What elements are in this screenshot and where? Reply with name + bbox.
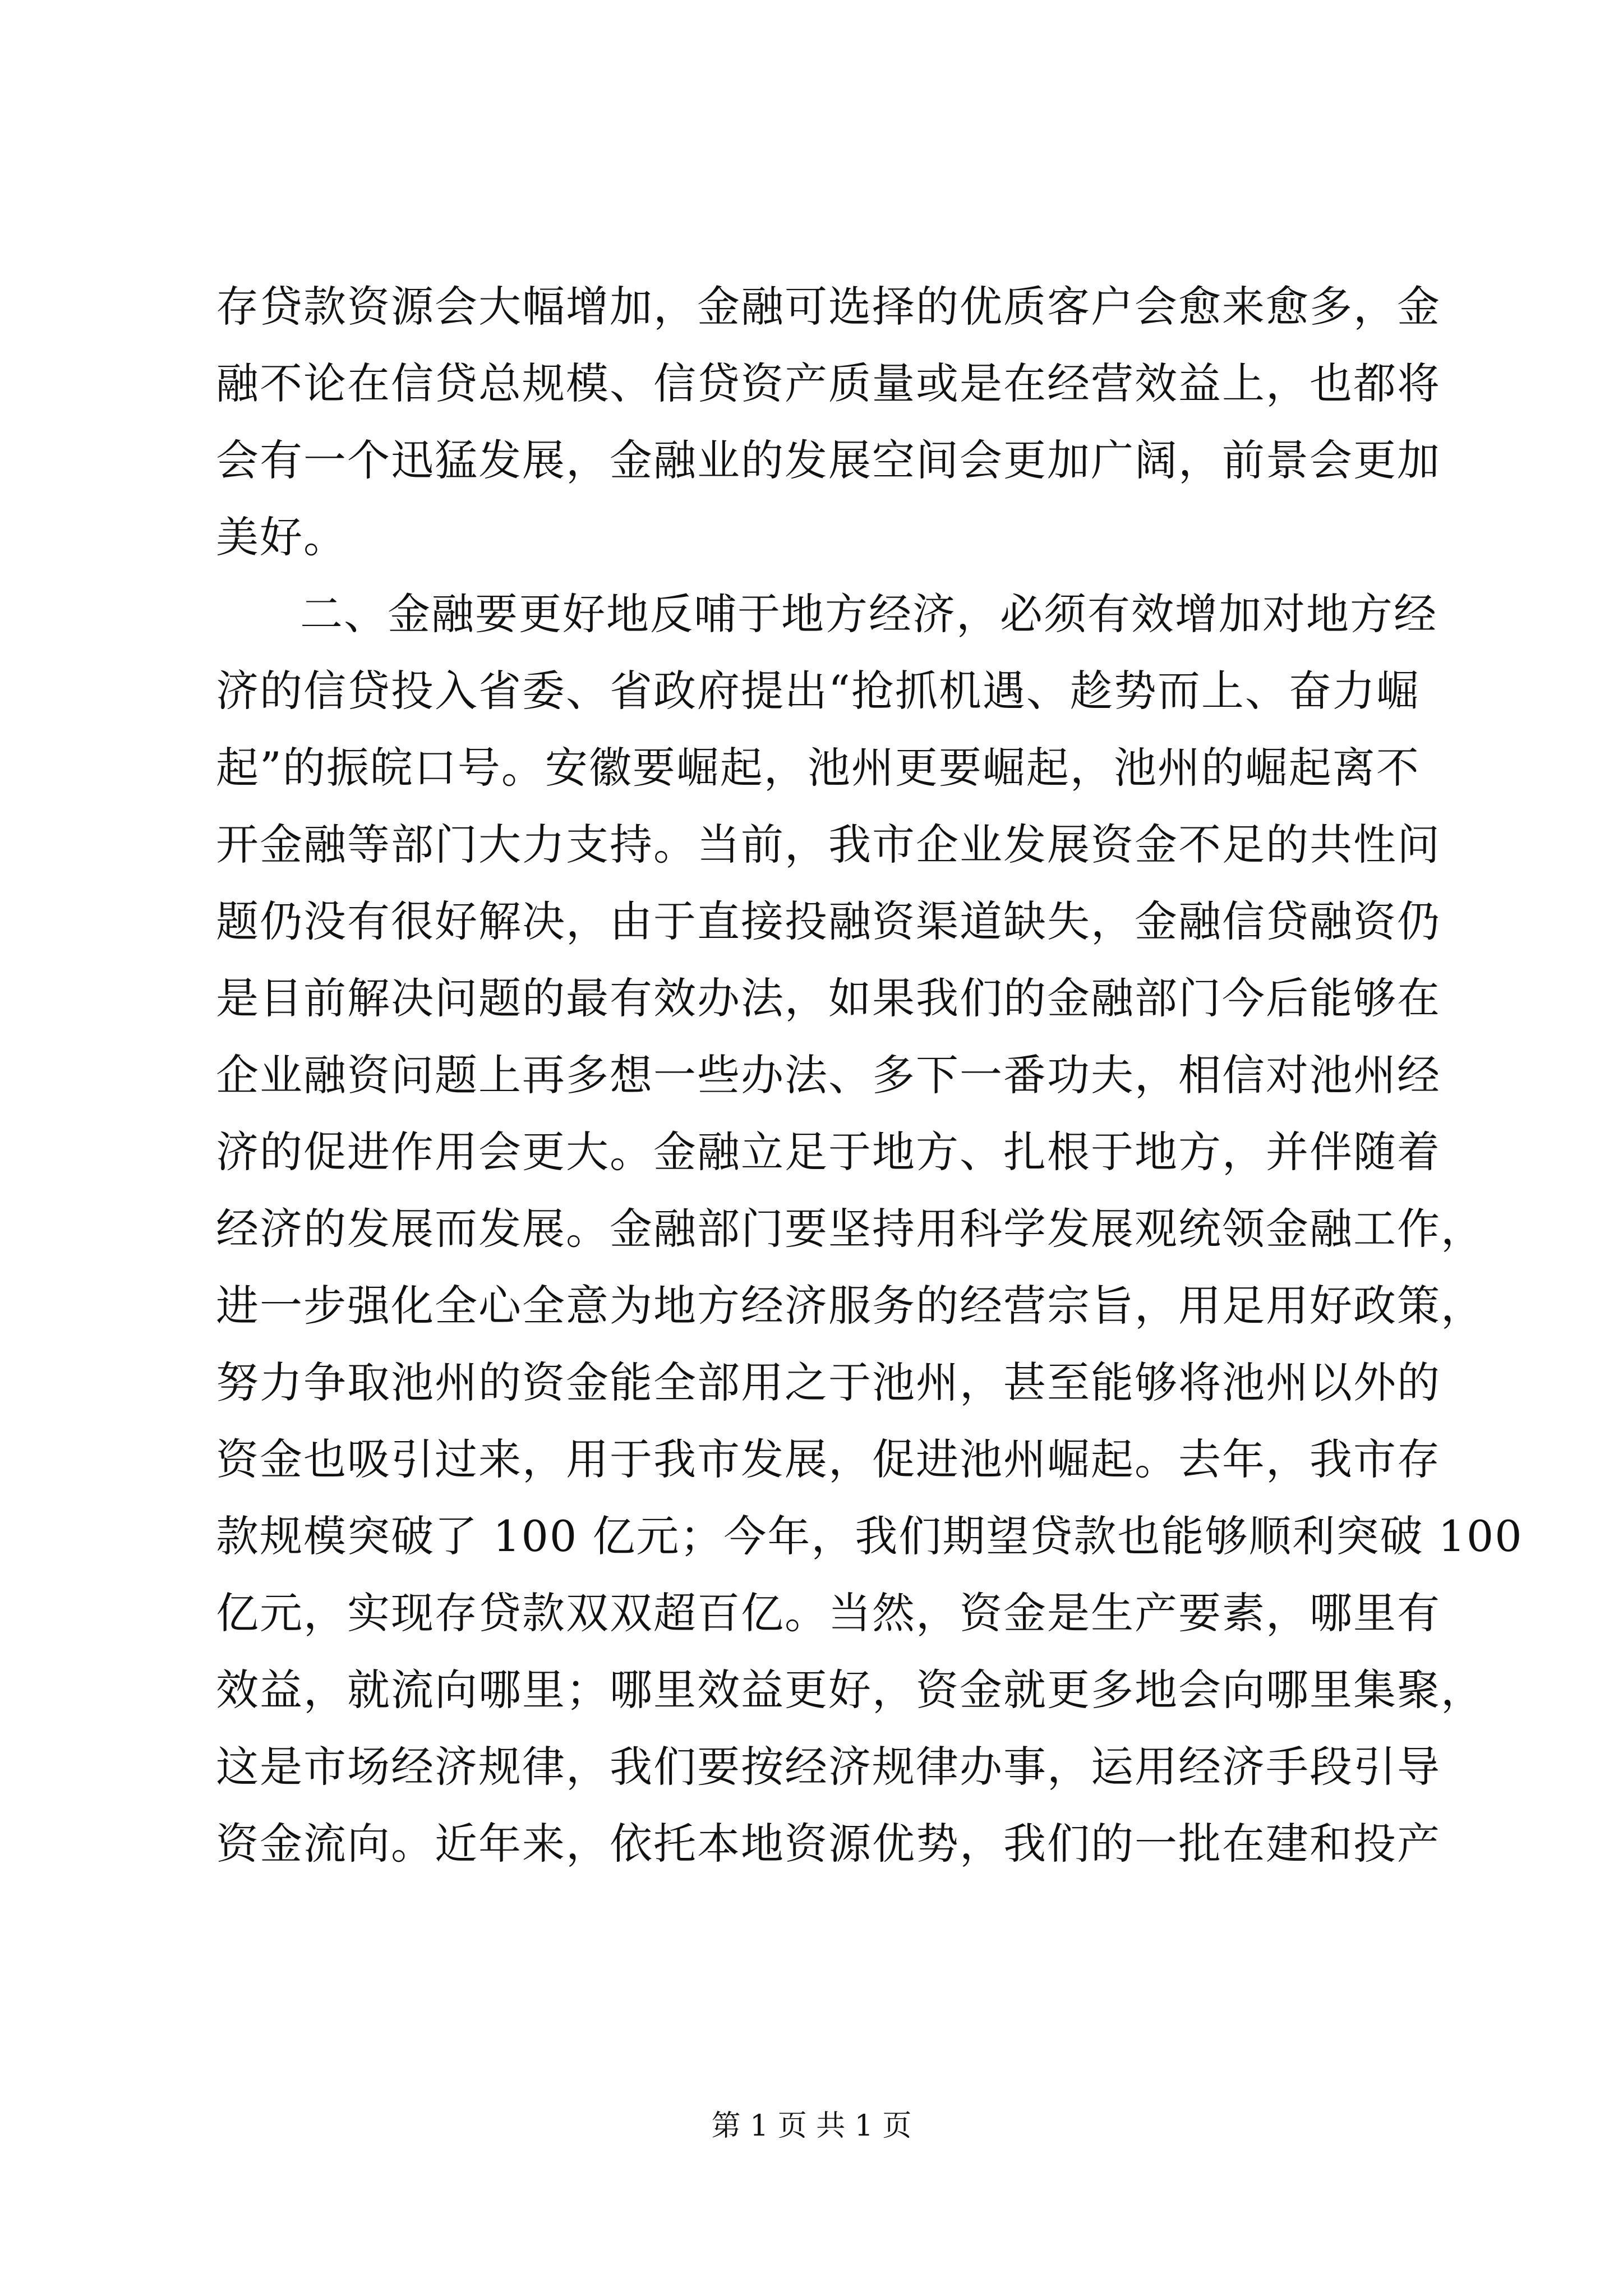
body-line: 效益，就流向哪里；哪里效益更好，资金就更多地会向哪里集聚，: [216, 1665, 1484, 1715]
body-line: 开金融等部门大力支持。当前，我市企业发展资金不足的共性问: [216, 820, 1441, 869]
page-number-label: 第 1 页 共 1 页: [711, 2109, 912, 2143]
document-body: [216, 268, 1523, 1882]
body-line: 济的信贷投入省委、省政府提出“抢抓机遇、趁势而上、奋力崛: [216, 666, 1420, 716]
body-line: 进一步强化全心全意为地方经济服务的经营宗旨，用足用好政策，: [216, 1281, 1484, 1331]
body-line: 济的促进作用会更大。金融立足于地方、扎根于地方，并伴随着: [216, 1127, 1441, 1177]
body-line: 融不论在信贷总规模、信贷资产质量或是在经营效益上，也都将: [216, 358, 1441, 408]
body-line: 起”的振皖口号。安徽要崛起，池州更要崛起，池州的崛起离不: [216, 743, 1420, 793]
body-line: 企业融资问题上再多想一些办法、多下一番功夫，相信对池州经: [216, 1050, 1441, 1100]
body-line: 是目前解决问题的最有效办法，如果我们的金融部门今后能够在: [216, 973, 1441, 1023]
body-line: 存贷款资源会大幅增加，金融可选择的优质客户会愈来愈多，金: [216, 282, 1441, 332]
body-line: 资金也吸引过来，用于我市发展，促进池州崛起。去年，我市存: [216, 1434, 1441, 1484]
body-line: 亿元，实现存贷款双双超百亿。当然，资金是生产要素，哪里有: [216, 1588, 1441, 1638]
body-line: 款规模突破了 100 亿元；今年，我们期望贷款也能够顺利突破 100: [216, 1511, 1523, 1561]
body-line: 美好。: [216, 512, 347, 562]
body-line: 努力争取池州的资金能全部用之于池州，甚至能够将池州以外的: [216, 1358, 1441, 1407]
section-heading-line: 二、金融要更好地反哺于地方经济，必须有效增加对地方经: [300, 589, 1437, 639]
body-line: 资金流向。近年来，依托本地资源优势，我们的一批在建和投产: [216, 1819, 1441, 1869]
body-line: 这是市场经济规律，我们要按经济规律办事，运用经济手段引导: [216, 1742, 1441, 1792]
body-line: 题仍没有很好解决，由于直接投融资渠道缺失，金融信贷融资仍: [216, 896, 1441, 946]
body-line: 会有一个迅猛发展，金融业的发展空间会更加广阔，前景会更加: [216, 435, 1441, 485]
body-line: 经济的发展而发展。金融部门要坚持用科学发展观统领金融工作，: [216, 1204, 1484, 1254]
page-footer: [0, 2106, 1623, 2146]
